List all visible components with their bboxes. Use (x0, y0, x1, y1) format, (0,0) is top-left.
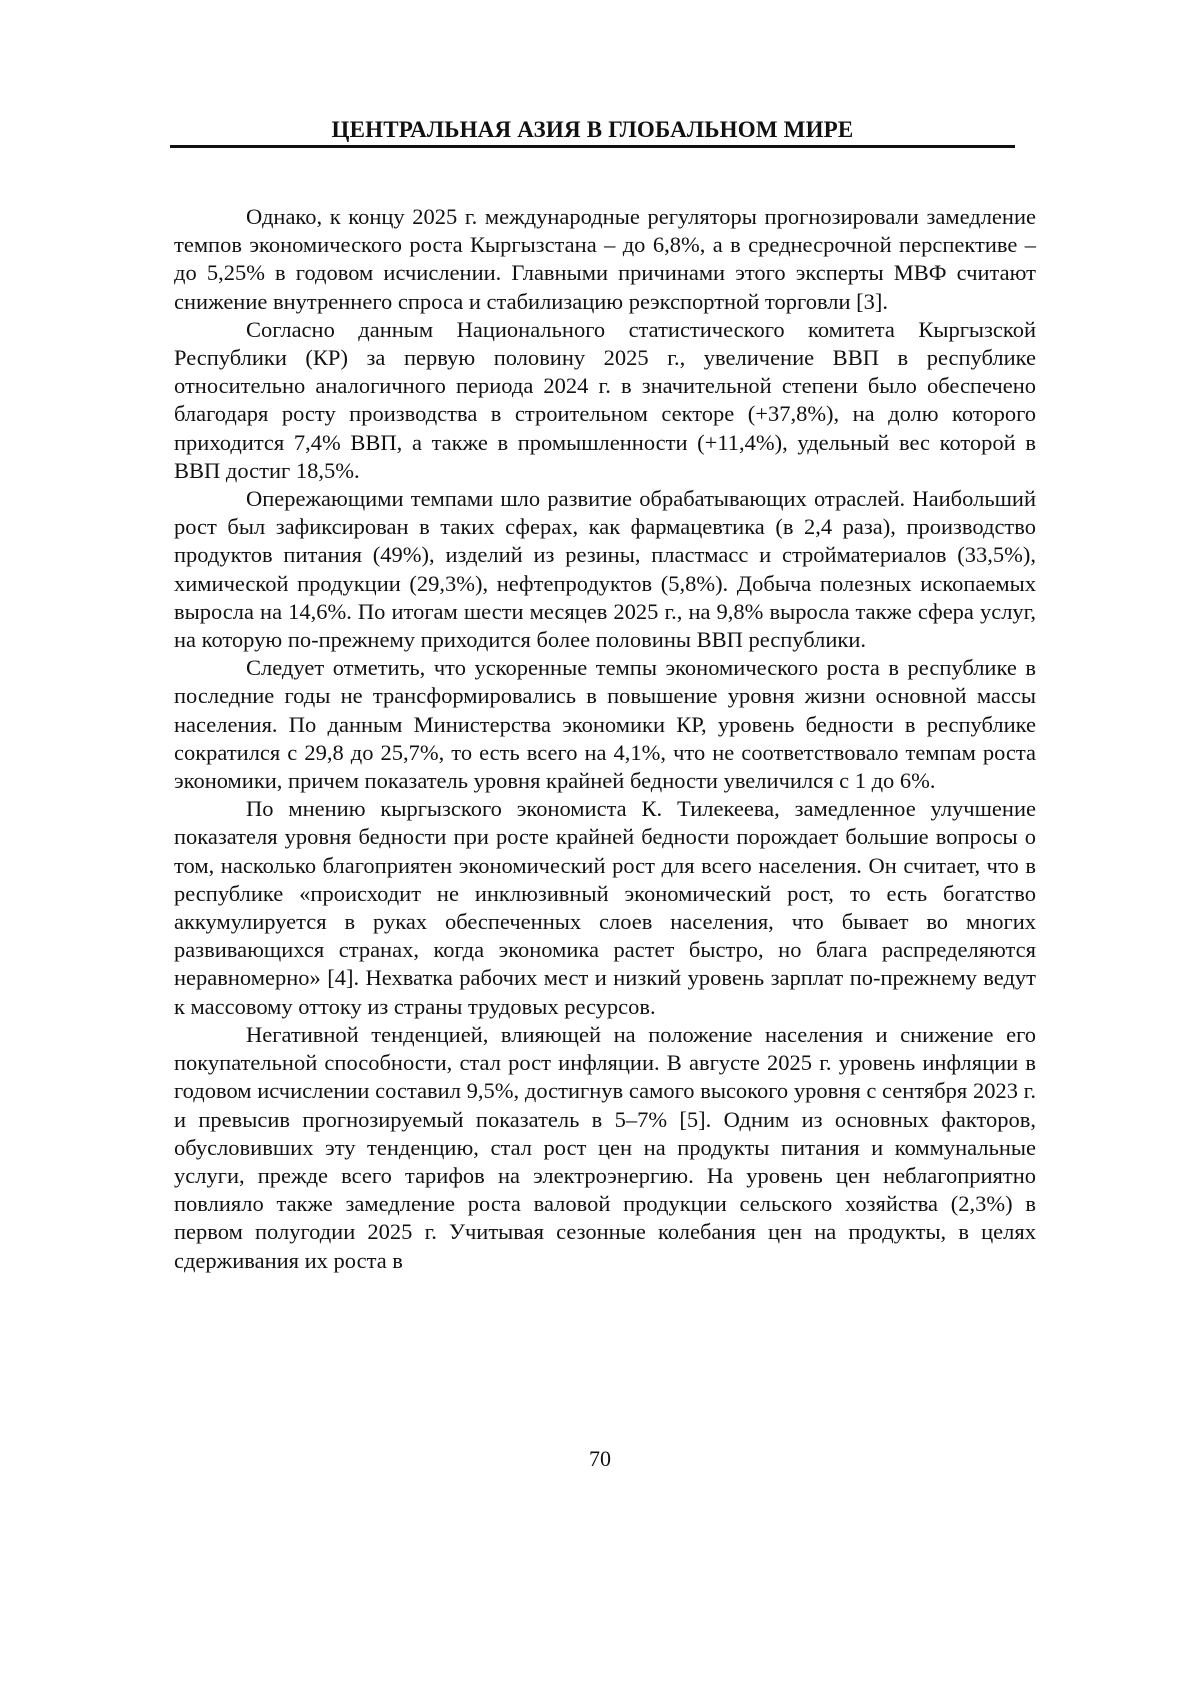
paragraph: Согласно данным Национального статистического комитета Кыргызской Республики (КР) за первую половину 2025 г., увеличение ВВП в республике относительно аналогичного периода 2024 г. в значительной степени было обеспечено благодаря росту производства в строительном секторе (+37,8%), на долю которого приходится 7,4% ВВП, а также в промышленности (+11,4%), удельный вес которой в ВВП достиг 18,5%. (174, 316, 1036, 483)
paragraph: Негативной тенденцией, влияющей на положение населения и снижение его покупательной способности, стал рост инфляции. В августе 2025 г. уровень инфляции в годовом исчислении составил 9,5%, достигнув самого высокого уровня с сентября 2023 г. и превысив прогнозируемый показатель в 5–7% [5]. Одним из основных факторов, обусловивших эту тенденцию, стал рост цен на продукты питания и коммунальные услуги, прежде всего тарифов на электроэнергию. На уровень цен неблагоприятно повлияло также замедление роста валовой продукции сельского хозяйства (2,3%) в первом полугодии 2025 г. Учитывая сезонные колебания цен на продукты, в целях сдерживания их роста в (174, 1021, 1036, 1273)
body-text (174, 203, 1036, 1275)
page-number: 70 (589, 1446, 611, 1471)
paragraph: Однако, к концу 2025 г. международные регуляторы прогнозировали замедление темпов экономического роста Кыргызстана – до 6,8%, а в среднесрочной перспективе – до 5,25% в годовом исчислении. Главными причинами этого эксперты МВФ считают снижение внутреннего спроса и стабилизацию реэкспортной торговли [3]. (174, 204, 1036, 314)
paragraph: Следует отметить, что ускоренные темпы экономического роста в республике в последние годы не трансформировались в повышение уровня жизни основной массы населения. По данным Министерства экономики КР, уровень бедности в республике сократился с 29,8 до 25,7%, то есть всего на 4,1%, что не соответствовало темпам роста экономики, причем показатель уровня крайней бедности увеличился с 1 до 6%. (174, 655, 1036, 794)
header-rule (170, 145, 1015, 148)
paragraph: Опережающими темпами шло развитие обрабатывающих отраслей. Наибольший рост был зафиксирован в таких сферах, как фармацевтика (в 2,4 раза), производство продуктов питания (49%), изделий из резины, пластмасс и стройматериалов (33,5%), химической продукции (29,3%), нефтепродуктов (5,8%). Добыча полезных ископаемых выросла на 14,6%. По итогам шести месяцев 2025 г., на 9,8% выросла также сфера услуг, на которую по-прежнему приходится более половины ВВП республики. (174, 486, 1036, 653)
paragraph: По мнению кыргызского экономиста К. Тилекеева, замедленное улучшение показателя уровня бедности при росте крайней бедности порождает большие вопросы о том, насколько благоприятен экономический рост для всего населения. Он считает, что в республике «происходит не инклюзивный экономический рост, то есть богатство аккумулируется в руках обеспеченных слоев населения, что бывает во многих развивающихся странах, когда экономика растет быстро, но блага распределяются неравномерно» [4]. Нехватка рабочих мест и низкий уровень зарплат по-прежнему ведут к массовому оттоку из страны трудовых ресурсов. (174, 796, 1036, 1019)
running-header-title: ЦЕНТРАЛЬНАЯ АЗИЯ В ГЛОБАЛЬНОМ МИРЕ (331, 117, 854, 142)
